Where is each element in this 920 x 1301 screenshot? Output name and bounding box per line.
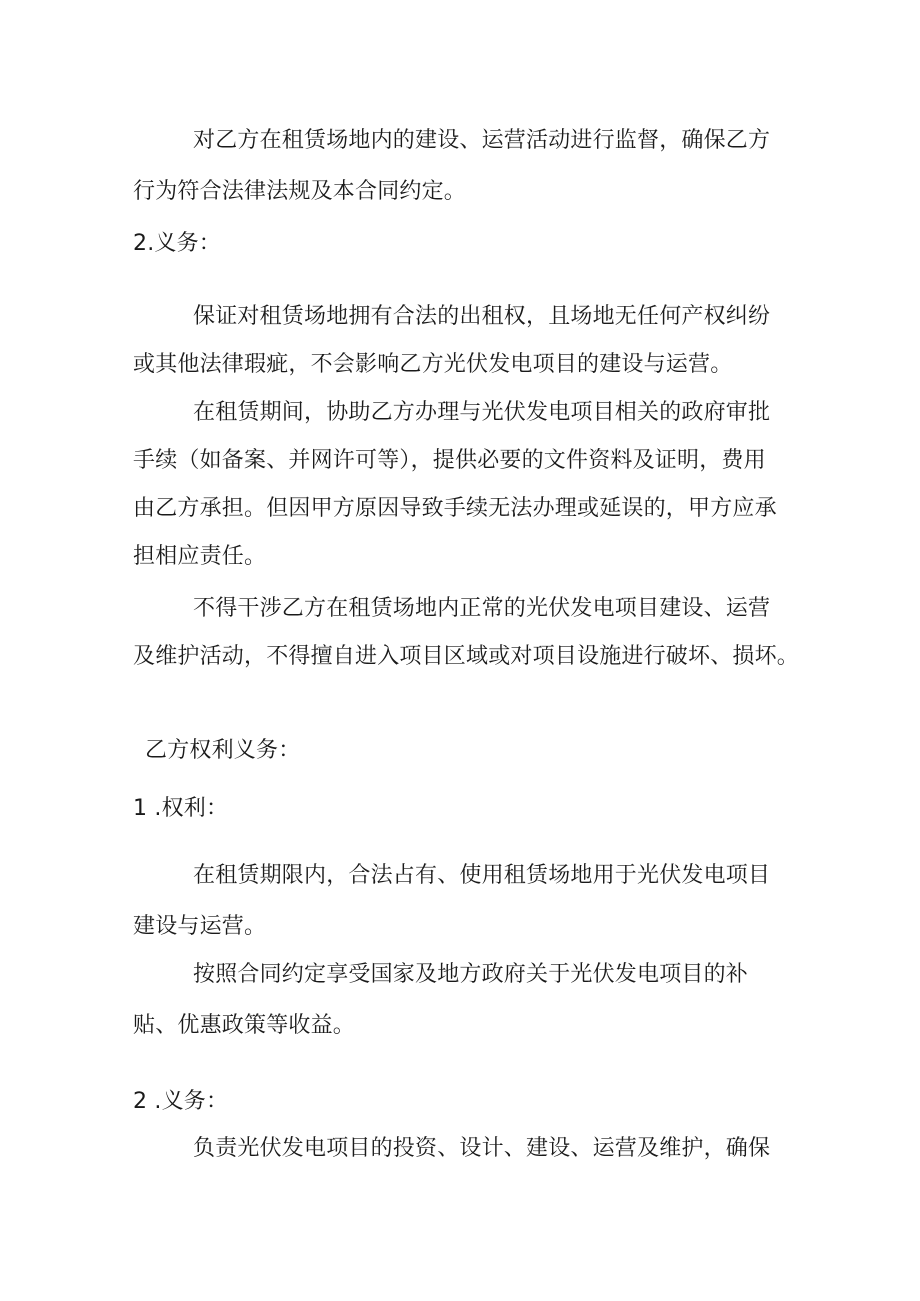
section-heading: 2 .义务： [133,1089,229,1114]
text-line: 或其他法律瑕疵，不会影响乙方光伏发电项目的建设与运营。 [133,352,733,377]
text-line: 在租赁期限内，合法占有、使用租赁场地用于光伏发电项目 [193,863,771,888]
text-line: 及维护活动，不得擅自进入项目区域或对项目设施进行破坏、损坏。 [133,644,800,669]
section-heading: 1 .权利： [133,796,229,821]
text-line: 担相应责任。 [133,544,267,569]
section-heading: 2.义务： [133,231,221,256]
text-line: 建设与运营。 [133,914,267,939]
text-line: 由乙方承担。但因甲方原因导致手续无法办理或延误的，甲方应承 [133,496,777,521]
text-line: 保证对租赁场地拥有合法的出租权，且场地无任何产权纠纷 [193,304,771,329]
text-line: 在租赁期间，协助乙方办理与光伏发电项目相关的政府审批 [193,400,771,425]
text-line: 对乙方在租赁场地内的建设、运营活动进行监督，确保乙方 [193,128,771,153]
text-line: 按照合同约定享受国家及地方政府关于光伏发电项目的补 [193,962,749,987]
section-heading: 乙方权利义务： [145,738,301,763]
text-line: 行为符合法律法规及本合同约定。 [133,179,467,204]
text-line: 手续（如备案、并网许可等），提供必要的文件资料及证明，费用 [133,448,766,473]
text-line: 负责光伏发电项目的投资、设计、建设、运营及维护，确保 [193,1136,771,1161]
text-line: 贴、优惠政策等收益。 [133,1013,356,1038]
text-line: 不得干涉乙方在租赁场地内正常的光伏发电项目建设、运营 [193,596,771,621]
